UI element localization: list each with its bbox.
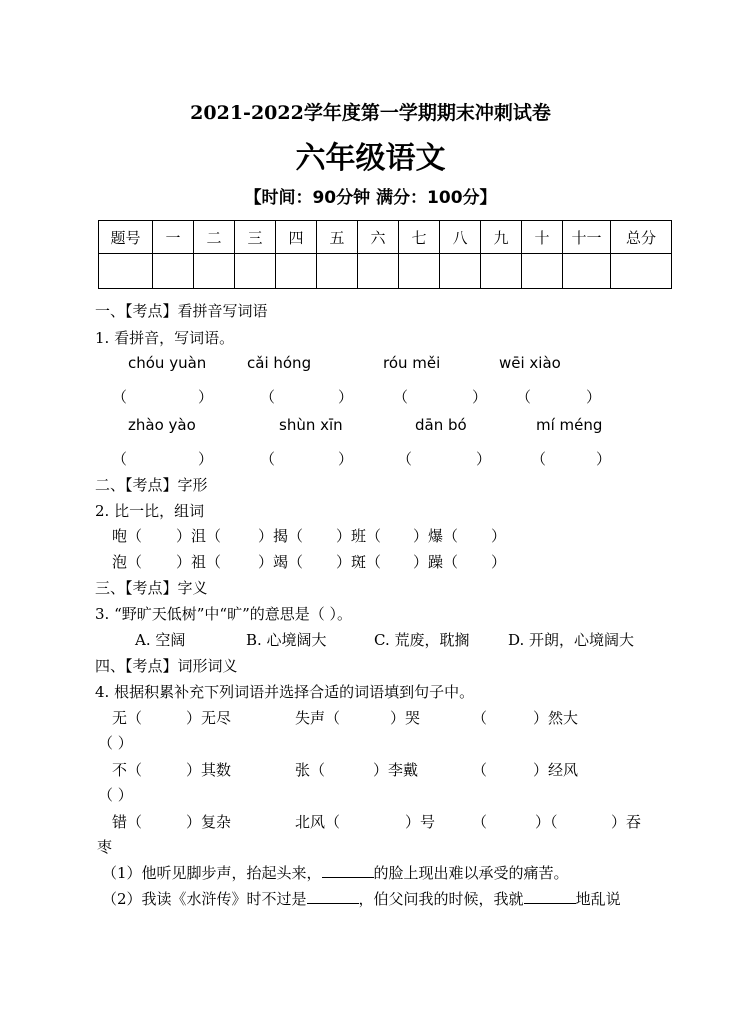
pinyin-item: zhào yào (128, 416, 196, 434)
idiom-part: ）然大 (533, 709, 579, 727)
choice-option-b[interactable]: B. 心境阔大 (246, 631, 327, 649)
answer-paren-close: ） (476, 450, 492, 468)
pinyin-item: róu měi (383, 354, 441, 372)
idiom-part: 不（ (112, 761, 143, 779)
question-2: 2. 比一比，组词 (95, 502, 205, 520)
answer-paren-open: （ (260, 388, 276, 406)
word-group-item: ）竭（ (258, 553, 304, 571)
answer-paren-close: ） (198, 388, 214, 406)
idiom-part: （ (472, 813, 488, 831)
score-header-cell: 十一 (563, 221, 611, 254)
score-cell[interactable] (194, 254, 235, 289)
pinyin-item: cǎi hóng (247, 354, 312, 372)
score-header-cell: 三 (235, 221, 276, 254)
idiom-part: （ (472, 709, 488, 727)
idiom-part: 张（ (295, 761, 326, 779)
fill-blank[interactable] (322, 863, 374, 878)
score-header-cell: 一 (153, 221, 194, 254)
score-header-cell: 十 (522, 221, 563, 254)
idiom-part: ）复杂 (186, 813, 232, 831)
sentence-1 (102, 862, 569, 883)
choice-option-c[interactable]: C. 荒废，耽搁 (374, 631, 470, 649)
score-cell[interactable] (563, 254, 611, 289)
word-group-item: ）斑（ (336, 553, 382, 571)
answer-paren-close: ） (586, 388, 602, 406)
answer-paren-close: ） (338, 450, 354, 468)
idiom-part: 无（ (112, 709, 143, 727)
score-header-cell: 九 (481, 221, 522, 254)
pinyin-item: dān bó (415, 416, 467, 434)
sentence-2 (102, 888, 621, 909)
idiom-part: 失声（ (295, 709, 341, 727)
choice-option-d[interactable]: D. 开朗，心境阔大 (508, 631, 635, 649)
idiom-part: ）其数 (186, 761, 232, 779)
score-header-cell: 七 (399, 221, 440, 254)
answer-paren-open: （ (516, 388, 532, 406)
score-header-cell: 二 (194, 221, 235, 254)
score-table (98, 220, 672, 289)
sentence-text: 地乱说 (575, 890, 621, 908)
exam-title: 2021-2022学年度第一学期期末冲刺试卷 (190, 102, 551, 124)
score-cell[interactable] (276, 254, 317, 289)
idiom-part: 北风（ (295, 813, 341, 831)
word-group-item: ）躁（ (413, 553, 459, 571)
answer-paren-open: （ (531, 450, 547, 468)
score-header-cell: 四 (276, 221, 317, 254)
question-3: 3. “野旷天低树”中“旷”的意思是（ ）。 (95, 605, 353, 623)
score-cell[interactable] (99, 254, 153, 289)
word-group-item: ） (491, 553, 507, 571)
word-group-item: ）祖（ (176, 553, 222, 571)
sentence-text: （2）我读《水浒传》时不过是 (102, 890, 307, 908)
score-header-cell: 八 (440, 221, 481, 254)
score-cell[interactable] (358, 254, 399, 289)
idiom-part: ）号 (405, 813, 436, 831)
idiom-part: （ ） (98, 786, 133, 804)
answer-paren-open: （ (397, 450, 413, 468)
score-cell[interactable] (317, 254, 358, 289)
score-cell[interactable] (522, 254, 563, 289)
idiom-part: ）吞 (611, 813, 642, 831)
fill-blank[interactable] (307, 889, 359, 904)
score-header-cell: 六 (358, 221, 399, 254)
sentence-text: （1）他听见脚步声，抬起头来， (102, 864, 322, 882)
word-group-item: 咆（ (112, 527, 143, 545)
word-group-item: ） (491, 527, 507, 545)
section-heading-4: 四、【考点】词形词义 (95, 657, 238, 675)
idiom-part: ）哭 (390, 709, 421, 727)
score-header-cell: 题号 (99, 221, 153, 254)
word-group-item: ）揭（ (258, 527, 304, 545)
score-header-cell: 总分 (611, 221, 672, 254)
question-4: 4. 根据积累补充下列词语并选择合适的词语填到句子中。 (95, 683, 475, 701)
sentence-text: 的脸上现出难以承受的痛苦。 (373, 864, 569, 882)
exam-meta: 【时间：90分钟 满分：100分】 (244, 188, 497, 208)
fill-blank[interactable] (524, 889, 576, 904)
pinyin-item: wēi xiào (499, 354, 561, 372)
idiom-part: ）经风 (533, 761, 579, 779)
score-cell[interactable] (235, 254, 276, 289)
score-table-header-row (99, 221, 672, 254)
word-group-item: ）班（ (336, 527, 382, 545)
idiom-part: ）（ (535, 813, 558, 831)
answer-paren-open: （ (260, 450, 276, 468)
exam-subtitle: 六年级语文 (295, 141, 446, 176)
score-cell[interactable] (481, 254, 522, 289)
sentence-text: ，伯父问我的时候，我就 (358, 890, 524, 908)
answer-paren-close: ） (472, 388, 488, 406)
question-1: 1. 看拼音，写词语。 (95, 329, 235, 347)
section-heading-1: 一、【考点】看拼音写词语 (95, 302, 268, 320)
answer-paren-open: （ (112, 450, 128, 468)
answer-paren-close: ） (338, 388, 354, 406)
idiom-part: ）无尽 (186, 709, 232, 727)
answer-paren-open: （ (112, 388, 128, 406)
idiom-part: 枣 (97, 838, 113, 856)
idiom-part: （ ） (98, 734, 133, 752)
idiom-part: ）李戴 (373, 761, 419, 779)
score-cell[interactable] (440, 254, 481, 289)
section-heading-2: 二、【考点】字形 (95, 476, 208, 494)
score-header-cell: 五 (317, 221, 358, 254)
score-table-blank-row (99, 254, 672, 289)
word-group-item: 泡（ (112, 553, 143, 571)
pinyin-item: chóu yuàn (128, 354, 207, 372)
answer-paren-close: ） (596, 450, 612, 468)
score-cell[interactable] (399, 254, 440, 289)
pinyin-item: mí méng (536, 416, 603, 434)
answer-paren-close: ） (198, 450, 214, 468)
word-group-item: ）爆（ (413, 527, 459, 545)
section-heading-3: 三、【考点】字义 (95, 579, 208, 597)
idiom-part: 错（ (112, 813, 143, 831)
pinyin-item: shùn xīn (279, 416, 343, 434)
score-cell[interactable] (611, 254, 672, 289)
score-cell[interactable] (153, 254, 194, 289)
idiom-part: （ (472, 761, 488, 779)
choice-option-a[interactable]: A. 空阔 (135, 631, 186, 649)
answer-paren-open: （ (393, 388, 409, 406)
word-group-item: ）沮（ (176, 527, 222, 545)
